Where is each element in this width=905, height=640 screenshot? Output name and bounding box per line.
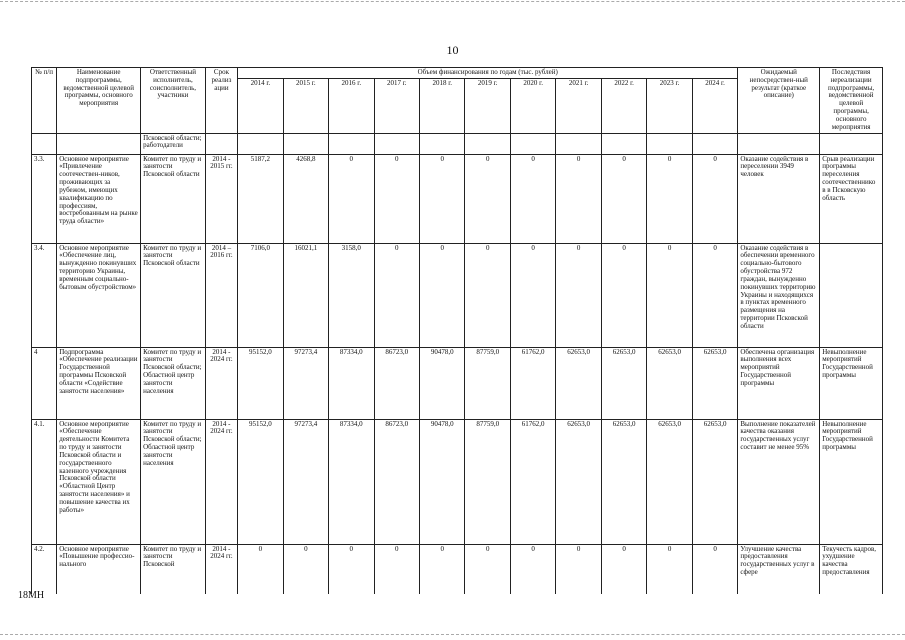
header-result: Ожидаемый непосредствен-ный результат (краткое описание) xyxy=(738,68,820,134)
cell-value: 0 xyxy=(647,544,692,594)
header-year: 2023 г. xyxy=(647,79,692,134)
cell-result: Оказание содействия в обеспечении временного социально-бытового обустройства 972 граждан, вынужденно покинувших территорию Украины и находящихся в пунктах временного размещения на территории Псковской области xyxy=(738,243,820,347)
header-year: 2016 г. xyxy=(329,79,374,134)
cell-executor: Комитет по труду и занятости Псковской области xyxy=(141,154,206,243)
cell-value: 87759,0 xyxy=(465,347,510,419)
footer-code: 18МН xyxy=(18,590,45,601)
cell-value: 95152,0 xyxy=(238,419,283,544)
page-number: 10 xyxy=(446,43,459,57)
header-year: 2022 г. xyxy=(601,79,646,134)
header-year: 2018 г. xyxy=(420,79,465,134)
cell-value: 61762,0 xyxy=(510,419,555,544)
cell-result xyxy=(738,133,820,154)
cell-value: 61762,0 xyxy=(510,347,555,419)
cell-value: 62653,0 xyxy=(647,347,692,419)
cell-value: 0 xyxy=(601,154,646,243)
cell-value: 62653,0 xyxy=(692,347,738,419)
header-year: 2021 г. xyxy=(556,79,601,134)
cell-value: 90478,0 xyxy=(420,419,465,544)
cell-num: 3.3. xyxy=(32,154,57,243)
cell-value xyxy=(601,133,646,154)
table-row xyxy=(32,544,883,594)
cell-value: 0 xyxy=(465,154,510,243)
cell-executor: Комитет по труду и занятости Псковской области xyxy=(141,243,206,347)
cell-consequence: Невыполнение мероприятий Государственной программы xyxy=(820,419,883,544)
header-year: 2024 г. xyxy=(692,79,738,134)
cell-consequence: Невыполнение мероприятий Государственной программы xyxy=(820,347,883,419)
cell-value: 16021,1 xyxy=(283,243,328,347)
cell-name: Основное мероприятие «Привлечение соотечествен-ников, проживающих за рубежом, имеющих квалификацию по профессиям, востребованным на рынке труда области» xyxy=(57,154,141,243)
cell-executor: Комитет по труду и занятости Псковской xyxy=(141,544,206,594)
cell-name: Основное мероприятие «Обеспечение деятельности Комитета по труду и занятости Псковской области и государственного казенного учреждения Псковской области «Областной Центр занятости населения» и повышение качества их работы» xyxy=(57,419,141,544)
header-name: Наименование подпрограммы, ведомственной целевой программы, основного мероприятия xyxy=(57,68,141,134)
cell-value xyxy=(556,133,601,154)
cell-name xyxy=(57,133,141,154)
cell-term: 2014 - 2015 гг. xyxy=(205,154,237,243)
table-row xyxy=(32,347,883,419)
cell-value: 97273,4 xyxy=(283,347,328,419)
cell-value: 86723,0 xyxy=(374,419,419,544)
table-row xyxy=(32,243,883,347)
cell-value: 90478,0 xyxy=(420,347,465,419)
cell-executor: Комитет по труду и занятости Псковской области; Областной центр занятости населения xyxy=(141,347,206,419)
cell-value xyxy=(329,133,374,154)
cell-consequence: Срыв реализации программы переселения соотечественнико в в Псковскую область xyxy=(820,154,883,243)
cell-value: 87334,0 xyxy=(329,419,374,544)
header-funding: Объем финансирования по годам (тыс. рублей) xyxy=(238,68,738,79)
cell-value: 62653,0 xyxy=(601,347,646,419)
cell-consequence: Текучесть кадров, ухудшение качества предоставления xyxy=(820,544,883,594)
cell-value: 0 xyxy=(465,544,510,594)
table-row xyxy=(32,133,883,154)
cell-value: 4268,8 xyxy=(283,154,328,243)
header-consequence: Последствия нереализации подпрограммы, ведомственной целевой программы, основного мероприятия xyxy=(820,68,883,134)
cell-value: 0 xyxy=(510,243,555,347)
cell-executor: Псковской области; работодатели xyxy=(141,133,206,154)
cell-name: Подпрограмма «Обеспечение реализации Государственной программы Псковской области «Содействие занятости населения» xyxy=(57,347,141,419)
cell-value: 0 xyxy=(510,544,555,594)
cell-term: 2014 – 2016 гг. xyxy=(205,243,237,347)
cell-value xyxy=(465,133,510,154)
cell-value: 62653,0 xyxy=(556,419,601,544)
cell-value: 62653,0 xyxy=(556,347,601,419)
header-year: 2020 г. xyxy=(510,79,555,134)
cell-value: 62653,0 xyxy=(601,419,646,544)
cell-value xyxy=(238,133,283,154)
header-year: 2017 г. xyxy=(374,79,419,134)
cell-executor: Комитет по труду и занятости Псковской области; Областной центр занятости населения xyxy=(141,419,206,544)
cell-value: 87759,0 xyxy=(465,419,510,544)
cell-term: 2014 - 2024 гг. xyxy=(205,347,237,419)
cell-value: 5187,2 xyxy=(238,154,283,243)
header-year: 2014 г. xyxy=(238,79,283,134)
scan-edge-bottom xyxy=(0,634,905,635)
cell-value: 0 xyxy=(465,243,510,347)
cell-consequence xyxy=(820,133,883,154)
cell-value xyxy=(510,133,555,154)
cell-value xyxy=(283,133,328,154)
cell-value: 86723,0 xyxy=(374,347,419,419)
cell-value xyxy=(647,133,692,154)
cell-result: Обеспечена организация выполнения всех мероприятий Государственной программы xyxy=(738,347,820,419)
scan-edge-top xyxy=(0,1,905,2)
cell-result: Улучшение качества предоставления государственных услуг в сфере xyxy=(738,544,820,594)
cell-value: 62653,0 xyxy=(692,419,738,544)
cell-value xyxy=(374,133,419,154)
cell-value: 0 xyxy=(329,154,374,243)
cell-value: 7106,0 xyxy=(238,243,283,347)
cell-value: 95152,0 xyxy=(238,347,283,419)
funding-table xyxy=(31,67,883,594)
cell-value: 87334,0 xyxy=(329,347,374,419)
cell-num: 4 xyxy=(32,347,57,419)
cell-name: Основное мероприятие «Обеспечение лиц, вынужденно покинувших территорию Украины, временным социально-бытовым обустройством» xyxy=(57,243,141,347)
cell-result: Оказание содействия в переселении 3949 человек xyxy=(738,154,820,243)
cell-value: 0 xyxy=(647,154,692,243)
cell-value: 3158,0 xyxy=(329,243,374,347)
cell-value: 62653,0 xyxy=(647,419,692,544)
cell-value: 0 xyxy=(374,243,419,347)
cell-value: 0 xyxy=(601,544,646,594)
cell-value: 0 xyxy=(556,154,601,243)
cell-value: 0 xyxy=(692,544,738,594)
cell-value: 0 xyxy=(374,154,419,243)
cell-num: 3.4. xyxy=(32,243,57,347)
cell-value: 0 xyxy=(692,243,738,347)
table-row xyxy=(32,419,883,544)
cell-value: 0 xyxy=(647,243,692,347)
header-year: 2019 г. xyxy=(465,79,510,134)
cell-value: 0 xyxy=(420,544,465,594)
cell-value: 0 xyxy=(556,243,601,347)
cell-value: 0 xyxy=(374,544,419,594)
cell-num: 4.1. xyxy=(32,419,57,544)
cell-term xyxy=(205,133,237,154)
cell-term: 2014 - 2024 гг. xyxy=(205,544,237,594)
cell-value: 0 xyxy=(510,154,555,243)
header-executor: Ответственный исполнитель, соисполнитель, участники xyxy=(141,68,206,134)
table-row xyxy=(32,154,883,243)
cell-value: 0 xyxy=(556,544,601,594)
table-header xyxy=(32,68,883,134)
cell-num: 4.2. xyxy=(32,544,57,594)
funding-table-wrapper xyxy=(31,67,883,594)
header-num: № п/п xyxy=(32,68,57,134)
cell-value: 0 xyxy=(692,154,738,243)
cell-name: Основное мероприятие «Повышение профессио-нального xyxy=(57,544,141,594)
cell-value: 0 xyxy=(283,544,328,594)
cell-value xyxy=(420,133,465,154)
cell-value: 0 xyxy=(329,544,374,594)
cell-value: 0 xyxy=(601,243,646,347)
cell-consequence xyxy=(820,243,883,347)
header-year: 2015 г. xyxy=(283,79,328,134)
cell-value: 0 xyxy=(420,154,465,243)
cell-value xyxy=(692,133,738,154)
cell-result: Выполнение показателей качества оказания государственных услуг составит не менее 95% xyxy=(738,419,820,544)
cell-term: 2014 - 2024 гг. xyxy=(205,419,237,544)
cell-value: 0 xyxy=(238,544,283,594)
header-term: Срок реализ ации xyxy=(205,68,237,134)
cell-num xyxy=(32,133,57,154)
cell-value: 0 xyxy=(420,243,465,347)
cell-value: 97273,4 xyxy=(283,419,328,544)
